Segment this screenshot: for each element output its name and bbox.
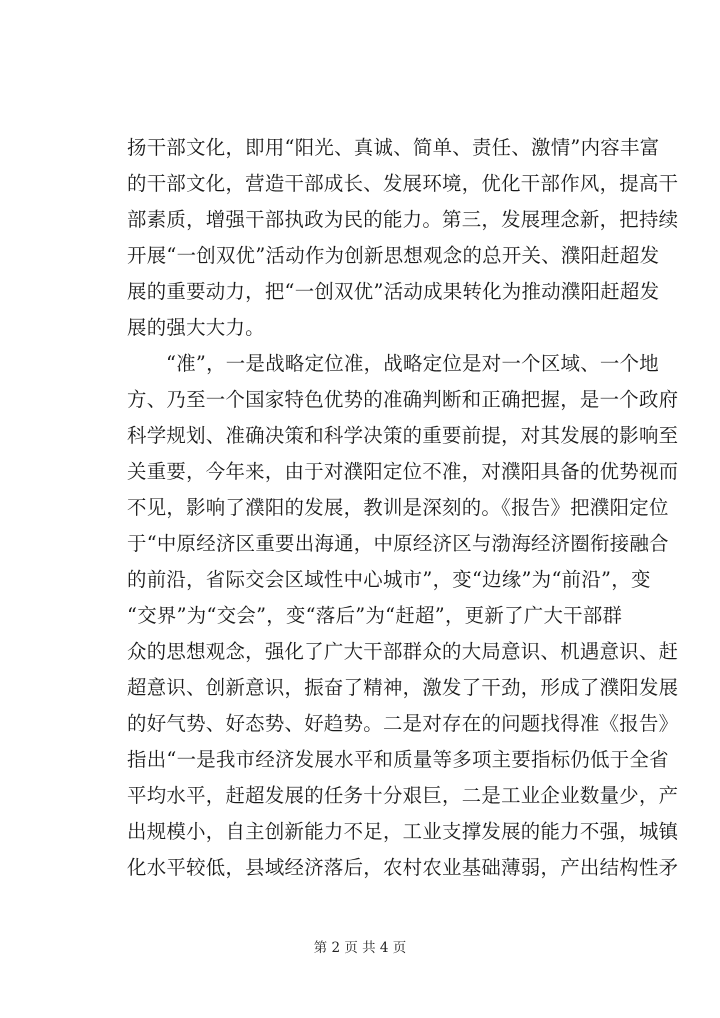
text-line: 的前沿，省际交会区域性中心城市”，变“边缘”为“前沿”，变 bbox=[127, 568, 651, 591]
text-line: 部素质，增强干部执政为民的能力。第三，发展理念新，把持续 bbox=[127, 208, 679, 231]
text-line: 方、乃至一个国家特色优势的准确判断和正确把握，是一个政府 bbox=[127, 388, 679, 411]
text-line: 展的重要动力，把“一创双优”活动成果转化为推动濮阳赶超发 bbox=[127, 280, 660, 303]
text-line: 超意识、创新意识，振奋了精神，激发了干劲，形成了濮阳发展 bbox=[127, 676, 679, 699]
text-line: 于“中原经济区重要出海通，中原经济区与渤海经济圈衔接融合 bbox=[127, 532, 669, 555]
page-footer: 第 2 页 共 4 页 bbox=[313, 940, 407, 956]
text-line: 化水平较低，县域经济落后，农村农业基础薄弱，产出结构性矛 bbox=[127, 856, 679, 879]
text-line: “交界”为“交会”，变“落后”为“赶超”，更新了广大干部群 bbox=[127, 604, 623, 627]
text-line: 出规模小，自主创新能力不足，工业支撑发展的能力不强，城镇 bbox=[127, 820, 679, 843]
text-line: 扬干部文化，即用“阳光、真诚、简单、责任、激情”内容丰富 bbox=[127, 136, 660, 159]
text-line: 关重要，今年来，由于对濮阳定位不准，对濮阳具备的优势视而 bbox=[127, 460, 679, 483]
text-line: 科学规划、准确决策和科学决策的重要前提，对其发展的影响至 bbox=[127, 424, 679, 447]
paragraph-start-line: “准”，一是战略定位准，战略定位是对一个区域、一个地 bbox=[166, 352, 659, 375]
text-line: 的好气势、好态势、好趋势。二是对存在的问题找得准《报告》 bbox=[127, 712, 679, 735]
text-line: 众的思想观念，强化了广大干部群众的大局意识、机遇意识、赶 bbox=[127, 640, 679, 663]
text-line: 的干部文化，营造干部成长、发展环境，优化干部作风，提高干 bbox=[127, 172, 679, 195]
text-line: 指出“一是我市经济发展水平和质量等多项主要指标仍低于全省 bbox=[127, 748, 669, 771]
body-text bbox=[127, 130, 679, 886]
text-line: 展的强大大力。 bbox=[127, 316, 265, 339]
text-line: 不见，影响了濮阳的发展，教训是深刻的。《报告》把濮阳定位 bbox=[127, 496, 669, 519]
text-line: 开展“一创双优”活动作为创新思想观念的总开关、濮阳赶超发 bbox=[127, 244, 660, 267]
text-line: 平均水平，赶超发展的任务十分艰巨，二是工业企业数量少，产 bbox=[127, 784, 679, 807]
